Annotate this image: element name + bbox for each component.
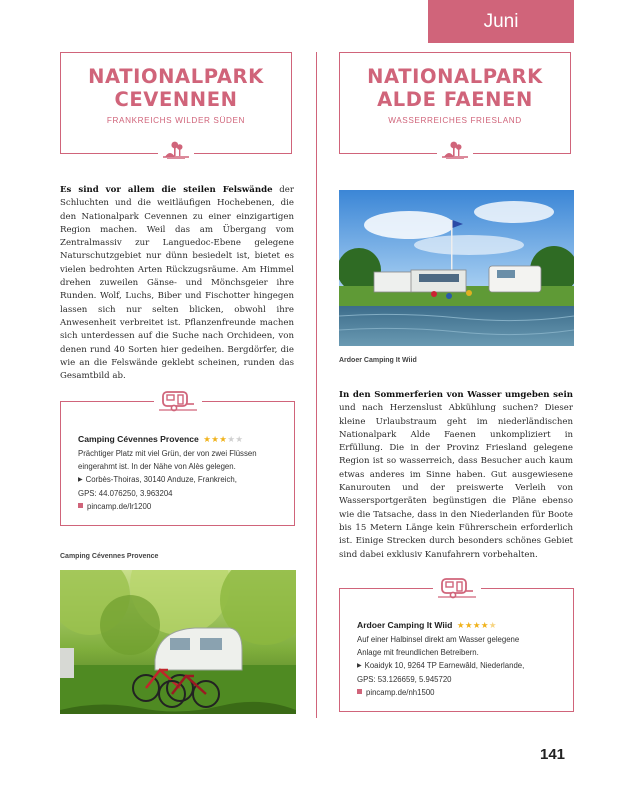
left-body-text	[60, 184, 294, 383]
arrow-icon: ▶	[357, 663, 362, 669]
right-camp-address-row	[357, 659, 567, 673]
arrow-icon: ▶	[78, 477, 83, 483]
right-camp-desc2: Anlage mit freundlichen Betreibern.	[357, 648, 479, 657]
left-camp-link-row[interactable]	[78, 500, 288, 513]
right-campsite-photo	[339, 190, 574, 346]
right-photo-caption: Ardoer Camping It Wiid	[339, 357, 417, 364]
right-camp-link[interactable]: pincamp.de/nh1500	[366, 688, 435, 697]
caravan-icon	[154, 389, 202, 413]
left-title-box	[60, 52, 292, 154]
column-divider	[316, 52, 317, 718]
right-intro-rest: und nach Herzenslust Abkühlung suchen? Dieser kleine Urlaubstraum geht im niederländischen Nationalpark Alde Faenen unkompliziert in Erfüllung. Die in der Provinz Friesland gelegene Region ist so wasserreich, dass Besucher auch kaum etwas anderes im Sinne haben. Gut ausgewiesene Kanurouten und der preiswerte Verleih von Wassersportgeräten begünstigen die Pläne ebenso wie die Tatsache, dass in den Niederlanden für Boote bis 15 Metern Länge kein Führerschein erforderlich ist. Einige Strecken durch besonders schönes Gebiet sind dabei exklusiv Kanufahrern vorbehalten.	[339, 403, 573, 560]
right-camp-name: Ardoer Camping It Wiid	[357, 620, 453, 630]
right-subtitle: WASSERREICHES FRIESLAND	[388, 116, 522, 125]
left-camp-name: Camping Cévennes Provence	[78, 434, 199, 444]
right-title-box	[339, 52, 571, 154]
left-title-line2: CEVENNEN	[114, 88, 238, 111]
left-intro-rest: der Schluchten und die weitläufigen Hochebenen, die den Nationalpark Cevennen zu einer einzigartigen Region machen. Weil das am Übergang vom Zentralmassiv zur Languedoc-Ebene gelegene Naturschutzgebiet nur dünn besiedelt ist, bietet es vielen bedrohten Arten Rückzugsräume. Am Himmel drehen zuweilen Gänse- und Mönchsgeier ihre Runden. Wolf, Luchs, Biber und Fischotter hingegen lassen sich nur selten blicken, obwohl ihre Anwesenheit verbreitet ist. Pflanzenfreunde machen sich unterdessen auf die Suche nach Orchideen, von denen rund 40 Sorten hier gedeihen. Bergdörfer, die wie an die Felswände geklebt scheinen, runden das Gesamtbild ab.	[60, 185, 294, 382]
left-camp-desc1: Prächtiger Platz mit viel Grün, der von zwei Flüssen	[78, 449, 257, 458]
landscape-logo-icon	[158, 139, 194, 159]
right-camp-address: Koaidyk 10, 9264 TP Earnewâld, Niederlande,	[364, 661, 525, 670]
month-label: Juni	[483, 10, 519, 32]
left-camp-link[interactable]: pincamp.de/lr1200	[87, 502, 152, 511]
right-camp-desc1: Auf einer Halbinsel direkt am Wasser gelegene	[357, 635, 520, 644]
left-camp-rating-stars: ★★★★★	[203, 434, 244, 444]
page-number: 141	[540, 746, 566, 763]
right-title	[340, 65, 570, 111]
left-camp-info-box	[60, 401, 295, 526]
left-camp-address-row	[78, 473, 288, 487]
left-camp-gps: GPS: 44.076250, 3.963204	[78, 489, 173, 498]
right-body-text	[339, 389, 573, 562]
right-intro-bold: In den Sommerferien von Wasser umgeben sein	[339, 390, 573, 400]
right-camp-link-row[interactable]	[357, 686, 567, 699]
left-title-line1: NATIONALPARK	[88, 65, 264, 88]
left-title	[61, 65, 291, 111]
left-intro-bold: Es sind vor allem die steilen Felswände	[60, 185, 273, 195]
right-camp-rating-stars: ★★★★★	[456, 620, 497, 630]
landscape-logo-icon	[437, 139, 473, 159]
square-bullet-icon	[357, 689, 362, 694]
right-title-line1: NATIONALPARK	[367, 65, 543, 88]
square-bullet-icon	[78, 503, 83, 508]
right-camp-info-box	[339, 588, 574, 712]
left-camp-address: Corbès-Thoiras, 30140 Anduze, Frankreich,	[85, 475, 237, 484]
left-photo-caption: Camping Cévennes Provence	[60, 553, 159, 560]
right-camp-gps: GPS: 53.126659, 5.945720	[357, 675, 452, 684]
month-tab	[428, 0, 574, 43]
left-campsite-photo	[60, 570, 296, 714]
caravan-icon	[433, 576, 481, 600]
left-camp-desc2: eingerahmt ist. In der Nähe von Alès gelegen.	[78, 462, 236, 471]
right-title-line2: ALDE FAENEN	[377, 88, 533, 111]
left-subtitle: FRANKREICHS WILDER SÜDEN	[106, 116, 246, 125]
